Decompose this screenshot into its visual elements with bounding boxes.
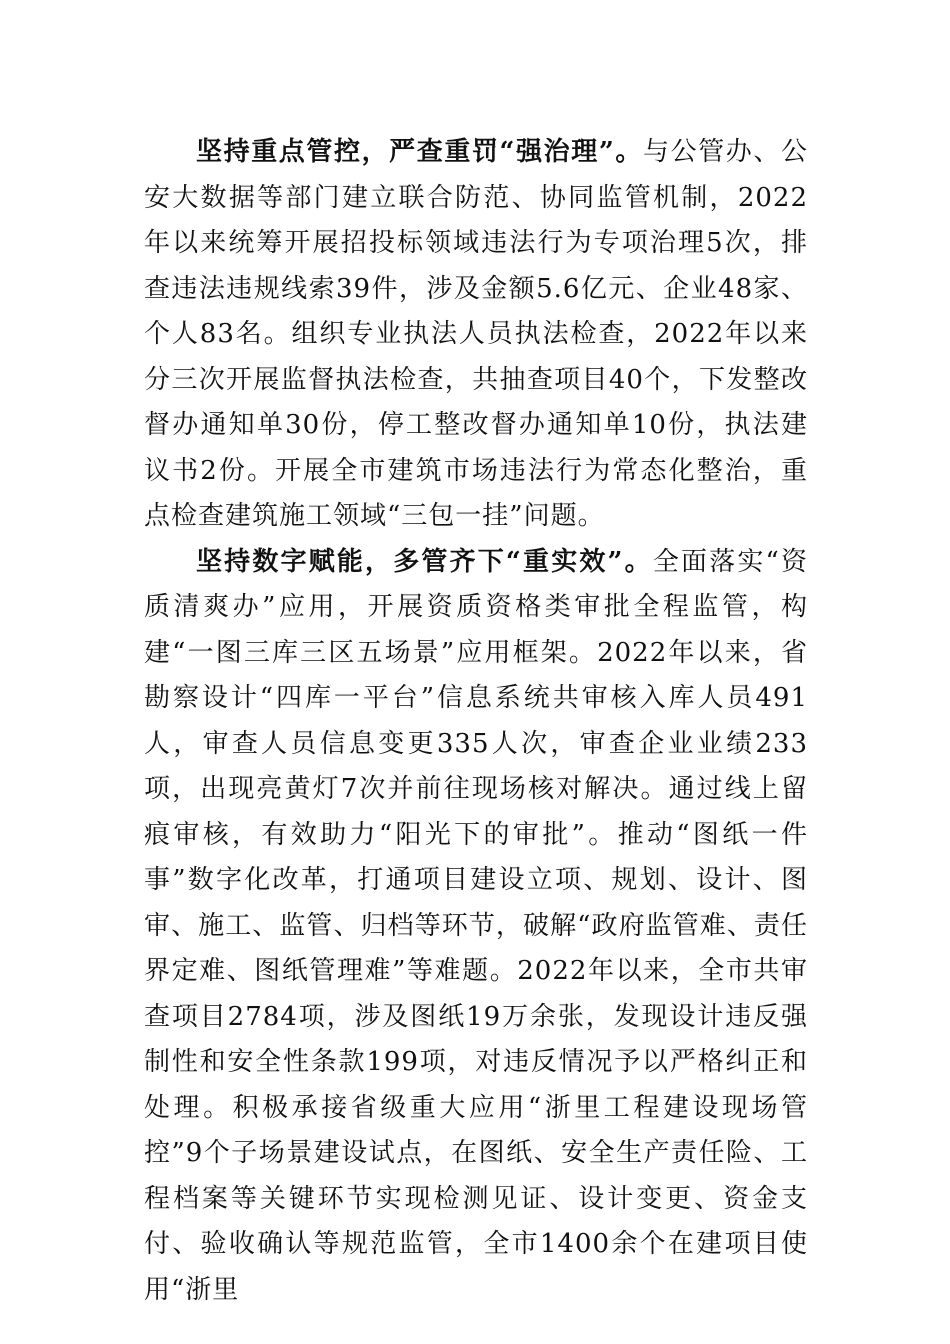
paragraph-lead-heading: 坚持重点管控，严查重罚“强治理”。 xyxy=(196,137,644,167)
paragraph-body-text: 与公管办、公安大数据等部门建立联合防范、协同监管机制，2022年以来统筹开展招投标领域违法行为专项治理5次，排查违法违规线索39件，涉及金额5.6亿元、企业48家、个人83名。组织专业执法人员执法检查，2022年以来分三次开展监督执法检查，共抽查项目40个，下发整改督办通知单30份，停工整改督办通知单10份，执法建议书2份。开展全市建筑市场违法行为常态化整治，重点检查建筑施工领域“三包一挂”问题。 xyxy=(144,137,808,531)
paragraph-digital-empowerment xyxy=(144,540,808,1314)
paragraph-body-text: 全面落实“资质清爽办”应用，开展资质资格类审批全程监管，构建“一图三库三区五场景”应用框架。2022年以来，省勘察设计“四库一平台”信息系统共审核入库人员491人，审查人员信息变更335人次，审查企业业绩233项，出现亮黄灯7次并前往现场核对解决。通过线上留痕审核，有效助力“阳光下的审批”。推动“图纸一件事”数字化改革，打通项目建设立项、规划、设计、图审、施工、监管、归档等环节，破解“政府监管难、责任界定难、图纸管理难”等难题。2022年以来，全市共审查项目2784项，涉及图纸19万余张，发现设计违反强制性和安全性条款199项，对违反情况予以严格纠正和处理。积极承接省级重大应用“浙里工程建设现场管控”9个子场景建设试点，在图纸、安全生产责任险、工程档案等关键环节实现检测见证、设计变更、资金支付、验收确认等规范监管，全市1400余个在建项目使用“浙里 xyxy=(144,546,808,1305)
paragraph-strict-governance xyxy=(144,130,808,540)
paragraph-lead-heading: 坚持数字赋能，多管齐下“重实效”。 xyxy=(196,546,653,577)
document-body xyxy=(144,130,808,1313)
